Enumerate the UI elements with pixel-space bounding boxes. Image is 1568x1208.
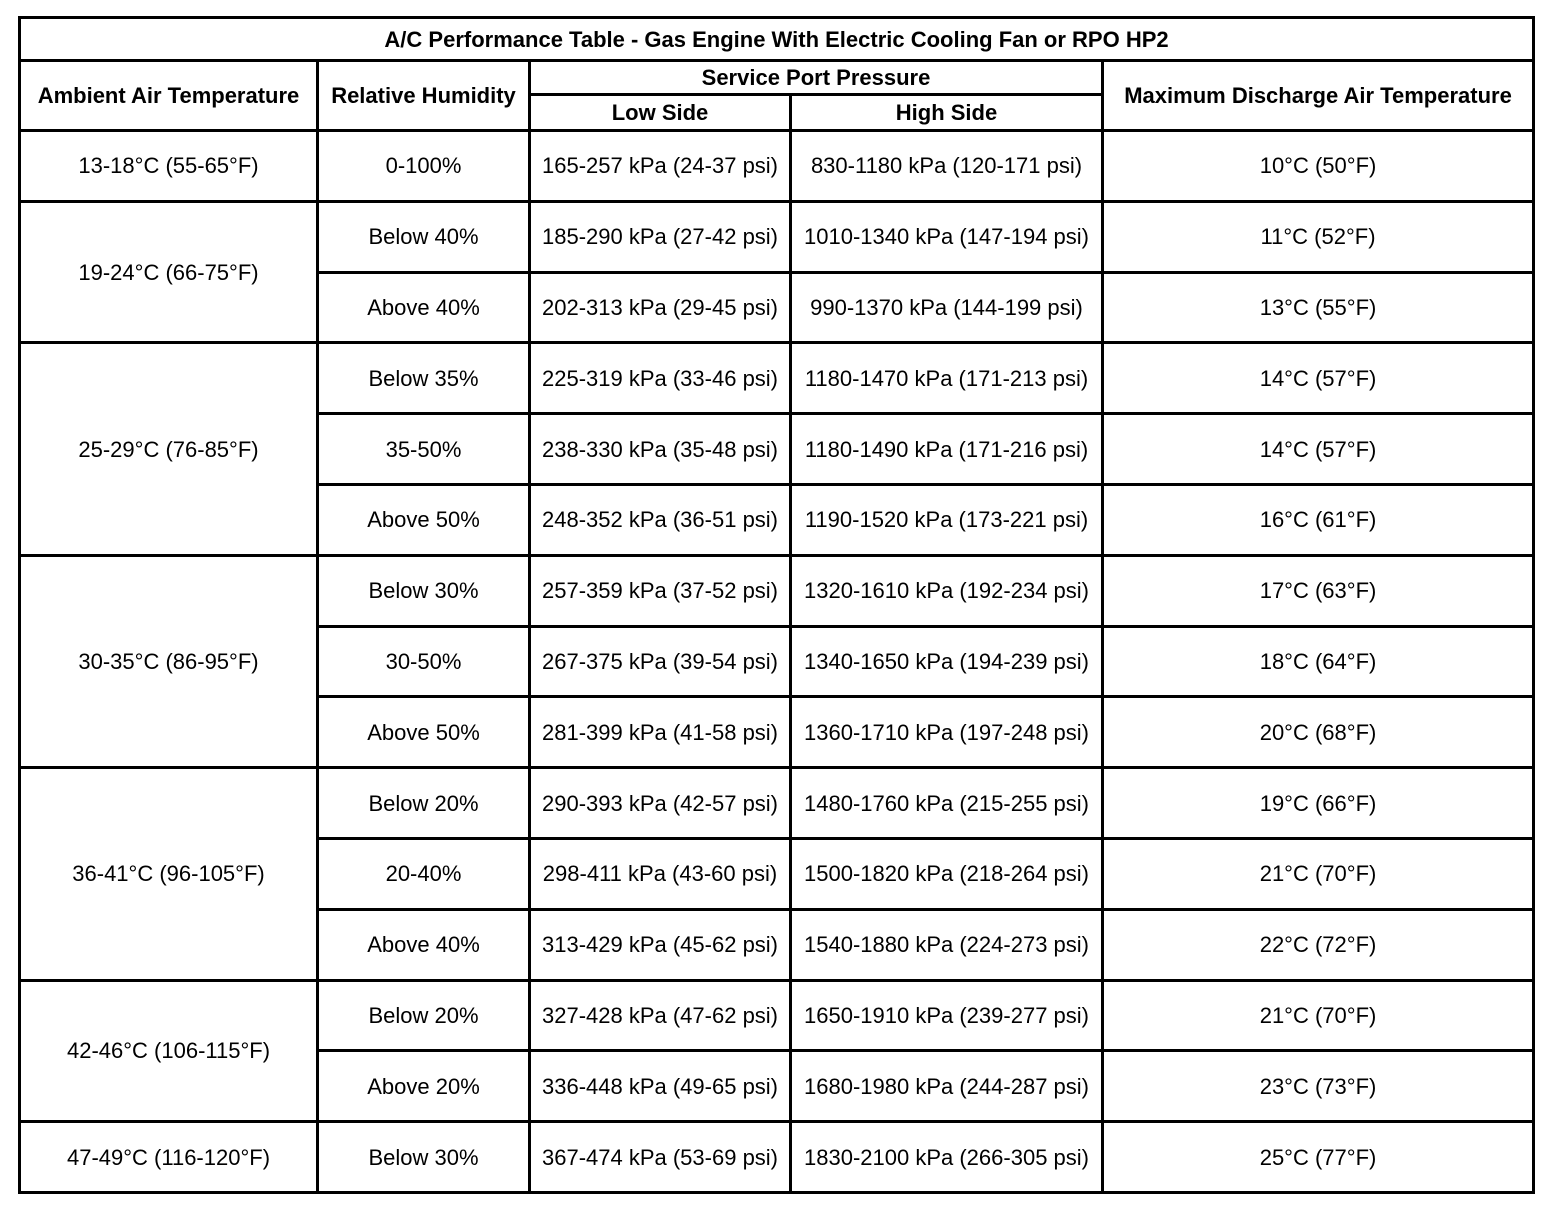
low-side-pressure-cell: 327-428 kPa (47-62 psi) (530, 980, 791, 1051)
header-service-port-pressure: Service Port Pressure (530, 61, 1103, 95)
max-discharge-temperature-cell: 10°C (50°F) (1103, 131, 1534, 202)
table-row (20, 768, 1534, 839)
high-side-pressure-cell: 1680-1980 kPa (244-287 psi) (791, 1051, 1103, 1122)
low-side-pressure-cell: 165-257 kPa (24-37 psi) (530, 131, 791, 202)
low-side-pressure-cell: 267-375 kPa (39-54 psi) (530, 626, 791, 697)
low-side-pressure-cell: 185-290 kPa (27-42 psi) (530, 201, 791, 272)
header-row-1 (20, 61, 1534, 95)
relative-humidity-cell: Below 30% (318, 555, 530, 626)
header-max-discharge-air-temperature: Maximum Discharge Air Temperature (1103, 61, 1534, 131)
relative-humidity-cell: Above 20% (318, 1051, 530, 1122)
high-side-pressure-cell: 1320-1610 kPa (192-234 psi) (791, 555, 1103, 626)
ambient-temperature-cell: 25-29°C (76-85°F) (20, 343, 318, 555)
ambient-temperature-cell: 42-46°C (106-115°F) (20, 980, 318, 1122)
ac-performance-table (18, 16, 1535, 1194)
max-discharge-temperature-cell: 14°C (57°F) (1103, 343, 1534, 414)
ambient-temperature-cell: 13-18°C (55-65°F) (20, 131, 318, 202)
low-side-pressure-cell: 257-359 kPa (37-52 psi) (530, 555, 791, 626)
low-side-pressure-cell: 367-474 kPa (53-69 psi) (530, 1122, 791, 1193)
high-side-pressure-cell: 1650-1910 kPa (239-277 psi) (791, 980, 1103, 1051)
high-side-pressure-cell: 1340-1650 kPa (194-239 psi) (791, 626, 1103, 697)
max-discharge-temperature-cell: 19°C (66°F) (1103, 768, 1534, 839)
max-discharge-temperature-cell: 11°C (52°F) (1103, 201, 1534, 272)
relative-humidity-cell: 0-100% (318, 131, 530, 202)
high-side-pressure-cell: 990-1370 kPa (144-199 psi) (791, 272, 1103, 343)
high-side-pressure-cell: 1190-1520 kPa (173-221 psi) (791, 484, 1103, 555)
table-row (20, 555, 1534, 626)
high-side-pressure-cell: 1360-1710 kPa (197-248 psi) (791, 697, 1103, 768)
relative-humidity-cell: 35-50% (318, 414, 530, 485)
low-side-pressure-cell: 248-352 kPa (36-51 psi) (530, 484, 791, 555)
title-row (20, 18, 1534, 61)
high-side-pressure-cell: 1540-1880 kPa (224-273 psi) (791, 909, 1103, 980)
max-discharge-temperature-cell: 13°C (55°F) (1103, 272, 1534, 343)
relative-humidity-cell: Above 40% (318, 272, 530, 343)
high-side-pressure-cell: 1180-1490 kPa (171-216 psi) (791, 414, 1103, 485)
header-relative-humidity: Relative Humidity (318, 61, 530, 131)
max-discharge-temperature-cell: 17°C (63°F) (1103, 555, 1534, 626)
relative-humidity-cell: Above 40% (318, 909, 530, 980)
high-side-pressure-cell: 1180-1470 kPa (171-213 psi) (791, 343, 1103, 414)
relative-humidity-cell: Above 50% (318, 484, 530, 555)
max-discharge-temperature-cell: 20°C (68°F) (1103, 697, 1534, 768)
table-title: A/C Performance Table - Gas Engine With Electric Cooling Fan or RPO HP2 (20, 18, 1534, 61)
max-discharge-temperature-cell: 25°C (77°F) (1103, 1122, 1534, 1193)
relative-humidity-cell: Below 40% (318, 201, 530, 272)
table-row (20, 980, 1534, 1051)
table-row (20, 131, 1534, 202)
header-high-side: High Side (791, 95, 1103, 131)
relative-humidity-cell: Below 30% (318, 1122, 530, 1193)
low-side-pressure-cell: 202-313 kPa (29-45 psi) (530, 272, 791, 343)
ambient-temperature-cell: 19-24°C (66-75°F) (20, 201, 318, 343)
low-side-pressure-cell: 298-411 kPa (43-60 psi) (530, 838, 791, 909)
ambient-temperature-cell: 30-35°C (86-95°F) (20, 555, 318, 767)
relative-humidity-cell: Below 20% (318, 768, 530, 839)
max-discharge-temperature-cell: 22°C (72°F) (1103, 909, 1534, 980)
header-low-side: Low Side (530, 95, 791, 131)
max-discharge-temperature-cell: 23°C (73°F) (1103, 1051, 1534, 1122)
table-row (20, 1122, 1534, 1193)
high-side-pressure-cell: 1480-1760 kPa (215-255 psi) (791, 768, 1103, 839)
low-side-pressure-cell: 225-319 kPa (33-46 psi) (530, 343, 791, 414)
max-discharge-temperature-cell: 18°C (64°F) (1103, 626, 1534, 697)
high-side-pressure-cell: 1010-1340 kPa (147-194 psi) (791, 201, 1103, 272)
ambient-temperature-cell: 47-49°C (116-120°F) (20, 1122, 318, 1193)
low-side-pressure-cell: 290-393 kPa (42-57 psi) (530, 768, 791, 839)
max-discharge-temperature-cell: 21°C (70°F) (1103, 838, 1534, 909)
low-side-pressure-cell: 336-448 kPa (49-65 psi) (530, 1051, 791, 1122)
max-discharge-temperature-cell: 16°C (61°F) (1103, 484, 1534, 555)
table-row (20, 201, 1534, 272)
low-side-pressure-cell: 281-399 kPa (41-58 psi) (530, 697, 791, 768)
high-side-pressure-cell: 830-1180 kPa (120-171 psi) (791, 131, 1103, 202)
table-body (20, 131, 1534, 1193)
relative-humidity-cell: Above 50% (318, 697, 530, 768)
relative-humidity-cell: Below 35% (318, 343, 530, 414)
high-side-pressure-cell: 1830-2100 kPa (266-305 psi) (791, 1122, 1103, 1193)
max-discharge-temperature-cell: 14°C (57°F) (1103, 414, 1534, 485)
relative-humidity-cell: 20-40% (318, 838, 530, 909)
low-side-pressure-cell: 313-429 kPa (45-62 psi) (530, 909, 791, 980)
max-discharge-temperature-cell: 21°C (70°F) (1103, 980, 1534, 1051)
relative-humidity-cell: 30-50% (318, 626, 530, 697)
table-header (20, 18, 1534, 131)
ambient-temperature-cell: 36-41°C (96-105°F) (20, 768, 318, 980)
header-ambient-air-temperature: Ambient Air Temperature (20, 61, 318, 131)
low-side-pressure-cell: 238-330 kPa (35-48 psi) (530, 414, 791, 485)
high-side-pressure-cell: 1500-1820 kPa (218-264 psi) (791, 838, 1103, 909)
table-row (20, 343, 1534, 414)
relative-humidity-cell: Below 20% (318, 980, 530, 1051)
